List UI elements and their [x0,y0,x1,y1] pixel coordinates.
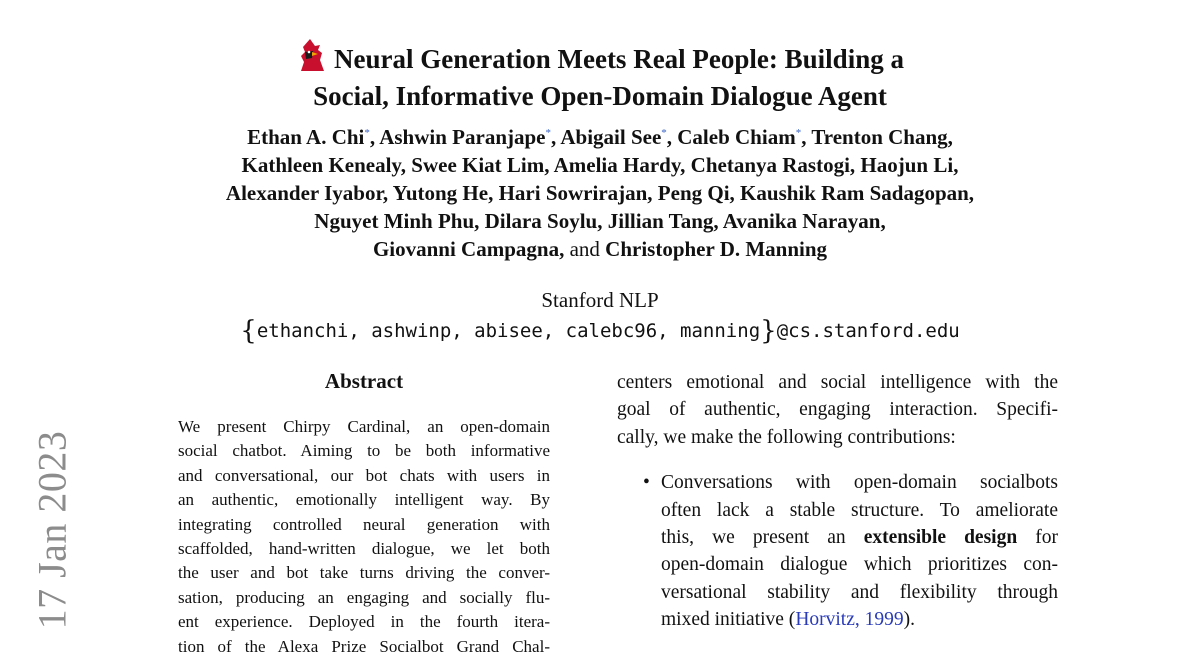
title-line-1 [0,38,1200,80]
author-name: Caleb Chiam [677,125,796,149]
introduction-column [617,369,1058,634]
author-conjunction: and [569,237,600,261]
equal-contribution-mark[interactable]: * [545,127,551,139]
abstract-line: sation, producing an engaging and socially flu- [178,587,550,607]
affiliation: Stanford NLP [541,288,659,312]
author-line-5 [100,235,1100,263]
bullet-text: this, we present an [661,527,846,549]
abstract-body [178,415,550,659]
title-text-1: Neural Generation Meets Real People: Building a [334,44,904,74]
title-line-2: Social, Informative Open-Domain Dialogue Agent [313,81,887,111]
bullet-line [661,524,1058,551]
bullet-line [661,606,1058,633]
arxiv-date-stamp [28,430,76,630]
bullet-text: mixed initiative ( [661,609,796,631]
bullet-text: for [1035,527,1059,549]
cardinal-bird-icon [296,38,326,80]
bullet-line: Conversations with open-domain socialbots [661,472,1058,494]
abstract-line: We present Chirpy Cardinal, an open-domain [178,417,550,436]
author-line-3: Alexander Iyabor, Yutong He, Hari Sowrirajan, Peng Qi, Kaushik Ram Sadagopan, [225,181,975,205]
abstract-line: tion of the Alexa Prize Socialbot Grand Chal- [178,636,550,656]
author-emails [0,316,1200,346]
author-line-2: Kathleen Kenealy, Swee Kiat Lim, Amelia Hardy, Chetanya Rastogi, Haojun Li, [241,153,959,177]
abstract-heading: Abstract [324,369,404,393]
author-line-1: Ethan A. Chi*, Ashwin Paranjape*, Abigail See*, Caleb Chiam*, Trenton Chang, [247,125,953,149]
author-line-4: Nguyet Minh Phu, Dilara Soylu, Jillian Tang, Avanika Narayan, [314,209,886,233]
intro-line: cally, we make the following contributions: [617,426,956,448]
author-name: Ashwin Paranjape [379,125,546,149]
abstract-line: scaffolded, hand-written dialogue, we let both [178,539,550,559]
email-usernames[interactable]: ethanchi, ashwinp, abisee, calebc96, manning [256,320,761,342]
author-list [100,119,1100,263]
author-name: Ethan A. Chi [247,125,365,149]
bullet-dot-icon: • [643,472,650,494]
abstract-line: social chatbot. Aiming to be both informative [178,441,550,461]
intro-line: centers emotional and social intelligence with the [617,372,1058,393]
citation-link[interactable]: Horvitz, 1999 [795,609,904,631]
abstract-line: ent experience. Deployed in the fourth itera- [178,612,550,632]
abstract-line: an authentic, emotionally intelligent way. By [178,490,550,510]
close-brace: } [760,316,777,346]
bullet-line: often lack a stable structure. To ameliorate [661,499,1058,521]
bullet-text: ). [903,609,916,631]
author-name: Trenton Chang, [811,125,953,149]
equal-contribution-mark[interactable]: * [795,127,802,139]
bullet-line: open-domain dialogue which prioritizes con- [661,554,1058,576]
equal-contribution-mark[interactable]: * [364,127,370,139]
email-domain: @cs.stanford.edu [776,320,960,342]
equal-contribution-mark[interactable]: * [661,127,667,139]
intro-line: goal of authentic, engaging interaction. Specifi- [617,399,1058,421]
author-name: Abigail See [560,125,662,149]
abstract-line: and conversational, our bot chats with users in [178,465,550,485]
author-name: Giovanni Campagna, [372,237,565,261]
paper-title [0,38,1200,113]
arxiv-date: 17 Jan 2023 [29,430,75,630]
abstract-line: the user and bot take turns driving the conver- [178,563,550,583]
bold-term: extensible design [863,527,1018,549]
bullet-line: versational stability and flexibility through [661,581,1058,603]
contribution-list [617,469,1058,633]
open-brace: { [240,316,257,346]
abstract-line: integrating controlled neural generation with [178,514,550,534]
author-name: Christopher D. Manning [605,237,828,261]
